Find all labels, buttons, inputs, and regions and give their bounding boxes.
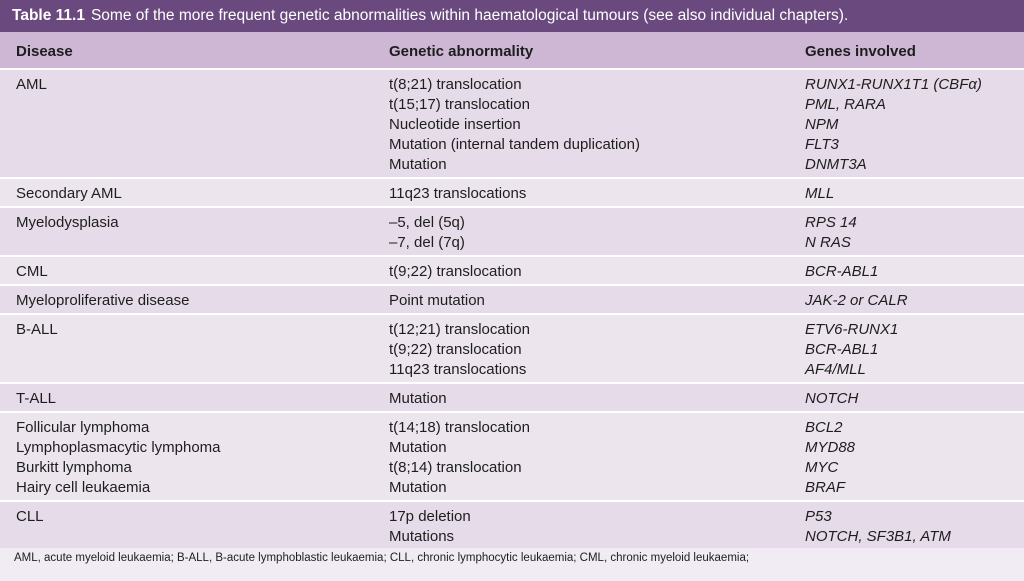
- genes-line: BCL2: [805, 419, 843, 436]
- disease-line: Burkitt lymphoma: [16, 459, 132, 476]
- disease-cell: [16, 291, 189, 311]
- table-row: [0, 208, 1024, 257]
- table-row: [0, 413, 1024, 502]
- genes-cell: [805, 262, 878, 282]
- table-row: [0, 384, 1024, 413]
- disease-line: Secondary AML: [16, 185, 122, 202]
- disease-cell: [16, 184, 122, 204]
- genes-line: BCR-ABL1: [805, 341, 879, 358]
- abnormality-line: t(8;14) translocation: [389, 459, 522, 476]
- header-genetic-abnormality: Genetic abnormality: [389, 43, 534, 60]
- table-row: [0, 315, 1024, 384]
- disease-cell: [16, 213, 119, 233]
- genes-cell: [805, 320, 898, 380]
- genes-cell: [805, 418, 855, 498]
- table-row: [0, 257, 1024, 286]
- genes-cell: [805, 389, 858, 409]
- abnormality-line: t(8;21) translocation: [389, 76, 522, 93]
- abnormality-line: 11q23 translocations: [389, 185, 527, 202]
- abnormality-cell: [389, 213, 465, 253]
- genes-line: JAK-2 or CALR: [805, 292, 908, 309]
- abnormality-line: 11q23 translocations: [389, 361, 527, 378]
- header-genes-involved: Genes involved: [805, 43, 916, 60]
- table-header: [0, 32, 1024, 70]
- table-number: Table 11.1: [12, 7, 85, 24]
- disease-cell: [16, 320, 58, 340]
- disease-line: AML: [16, 76, 47, 93]
- abnormality-line: –7, del (7q): [389, 234, 465, 251]
- disease-line: T-ALL: [16, 390, 57, 407]
- table-row: [0, 286, 1024, 315]
- table-footnote: AML, acute myeloid leukaemia; B-ALL, B-acute lymphoblastic leukaemia; CLL, chronic lymphocytic leukaemia; CML, chronic myeloid leukaemia;: [0, 548, 1024, 581]
- abnormality-cell: [389, 291, 485, 311]
- abnormality-line: t(14;18) translocation: [389, 419, 530, 436]
- genes-line: ETV6-RUNX1: [805, 321, 899, 338]
- genes-line: P53: [805, 508, 832, 525]
- disease-cell: [16, 262, 48, 282]
- genes-line: DNMT3A: [805, 156, 867, 173]
- disease-cell: [16, 389, 56, 409]
- genes-cell: [805, 291, 908, 311]
- disease-line: Myelodysplasia: [16, 214, 119, 231]
- disease-line: B-ALL: [16, 321, 58, 338]
- abnormality-line: Mutations: [389, 528, 455, 545]
- table-row: [0, 70, 1024, 179]
- genes-line: NOTCH, SF3B1, ATM: [805, 528, 951, 545]
- abnormality-cell: [389, 75, 640, 175]
- genes-line: MYD88: [805, 439, 856, 456]
- genes-line: AF4/MLL: [805, 361, 866, 378]
- genes-cell: [805, 213, 857, 253]
- abnormality-line: t(12;21) translocation: [389, 321, 530, 338]
- genes-cell: [805, 75, 982, 175]
- abnormality-line: t(15;17) translocation: [389, 96, 530, 113]
- abnormality-line: t(9;22) translocation: [389, 263, 522, 280]
- abnormality-line: Mutation: [389, 439, 447, 456]
- disease-line: Follicular lymphoma: [16, 419, 150, 436]
- abnormality-cell: [389, 389, 447, 409]
- genes-line: FLT3: [805, 136, 839, 153]
- genes-cell: [805, 184, 834, 204]
- genes-line: NPM: [805, 116, 839, 133]
- genes-line: PML, RARA: [805, 96, 886, 113]
- genes-line: MYC: [805, 459, 839, 476]
- abnormality-line: Mutation: [389, 156, 447, 173]
- abnormality-cell: [389, 507, 471, 547]
- table-row: [0, 502, 1024, 551]
- abnormality-line: 17p deletion: [389, 508, 471, 525]
- genes-line: BRAF: [805, 479, 846, 496]
- abnormality-line: Mutation: [389, 479, 447, 496]
- table-caption: [0, 0, 1024, 32]
- abnormality-line: Point mutation: [389, 292, 485, 309]
- abnormality-line: Nucleotide insertion: [389, 116, 521, 133]
- genes-line: RPS 14: [805, 214, 857, 231]
- abnormality-line: Mutation (internal tandem duplication): [389, 136, 640, 153]
- table-row: [0, 179, 1024, 208]
- disease-cell: [16, 507, 44, 527]
- genes-line: MLL: [805, 185, 835, 202]
- abnormality-line: Mutation: [389, 390, 447, 407]
- genes-line: BCR-ABL1: [805, 263, 879, 280]
- header-disease: Disease: [16, 43, 73, 60]
- abnormality-cell: [389, 418, 530, 498]
- abnormality-cell: [389, 184, 526, 204]
- genes-line: RUNX1-RUNX1T1 (CBFα): [805, 76, 982, 93]
- genes-line: NOTCH: [805, 390, 859, 407]
- abnormality-line: t(9;22) translocation: [389, 341, 522, 358]
- disease-line: Lymphoplasmacytic lymphoma: [16, 439, 221, 456]
- disease-line: CML: [16, 263, 48, 280]
- genes-cell: [805, 507, 951, 547]
- abnormality-line: –5, del (5q): [389, 214, 465, 231]
- genes-line: N RAS: [805, 234, 851, 251]
- disease-line: Myeloproliferative disease: [16, 292, 190, 309]
- table-title: Some of the more frequent genetic abnormalities within haematological tumours (see also individual chapters).: [90, 7, 849, 24]
- disease-line: Hairy cell leukaemia: [16, 479, 151, 496]
- disease-cell: [16, 418, 221, 498]
- disease-cell: [16, 75, 47, 95]
- abnormality-cell: [389, 262, 522, 282]
- abnormality-cell: [389, 320, 530, 380]
- disease-line: CLL: [16, 508, 44, 525]
